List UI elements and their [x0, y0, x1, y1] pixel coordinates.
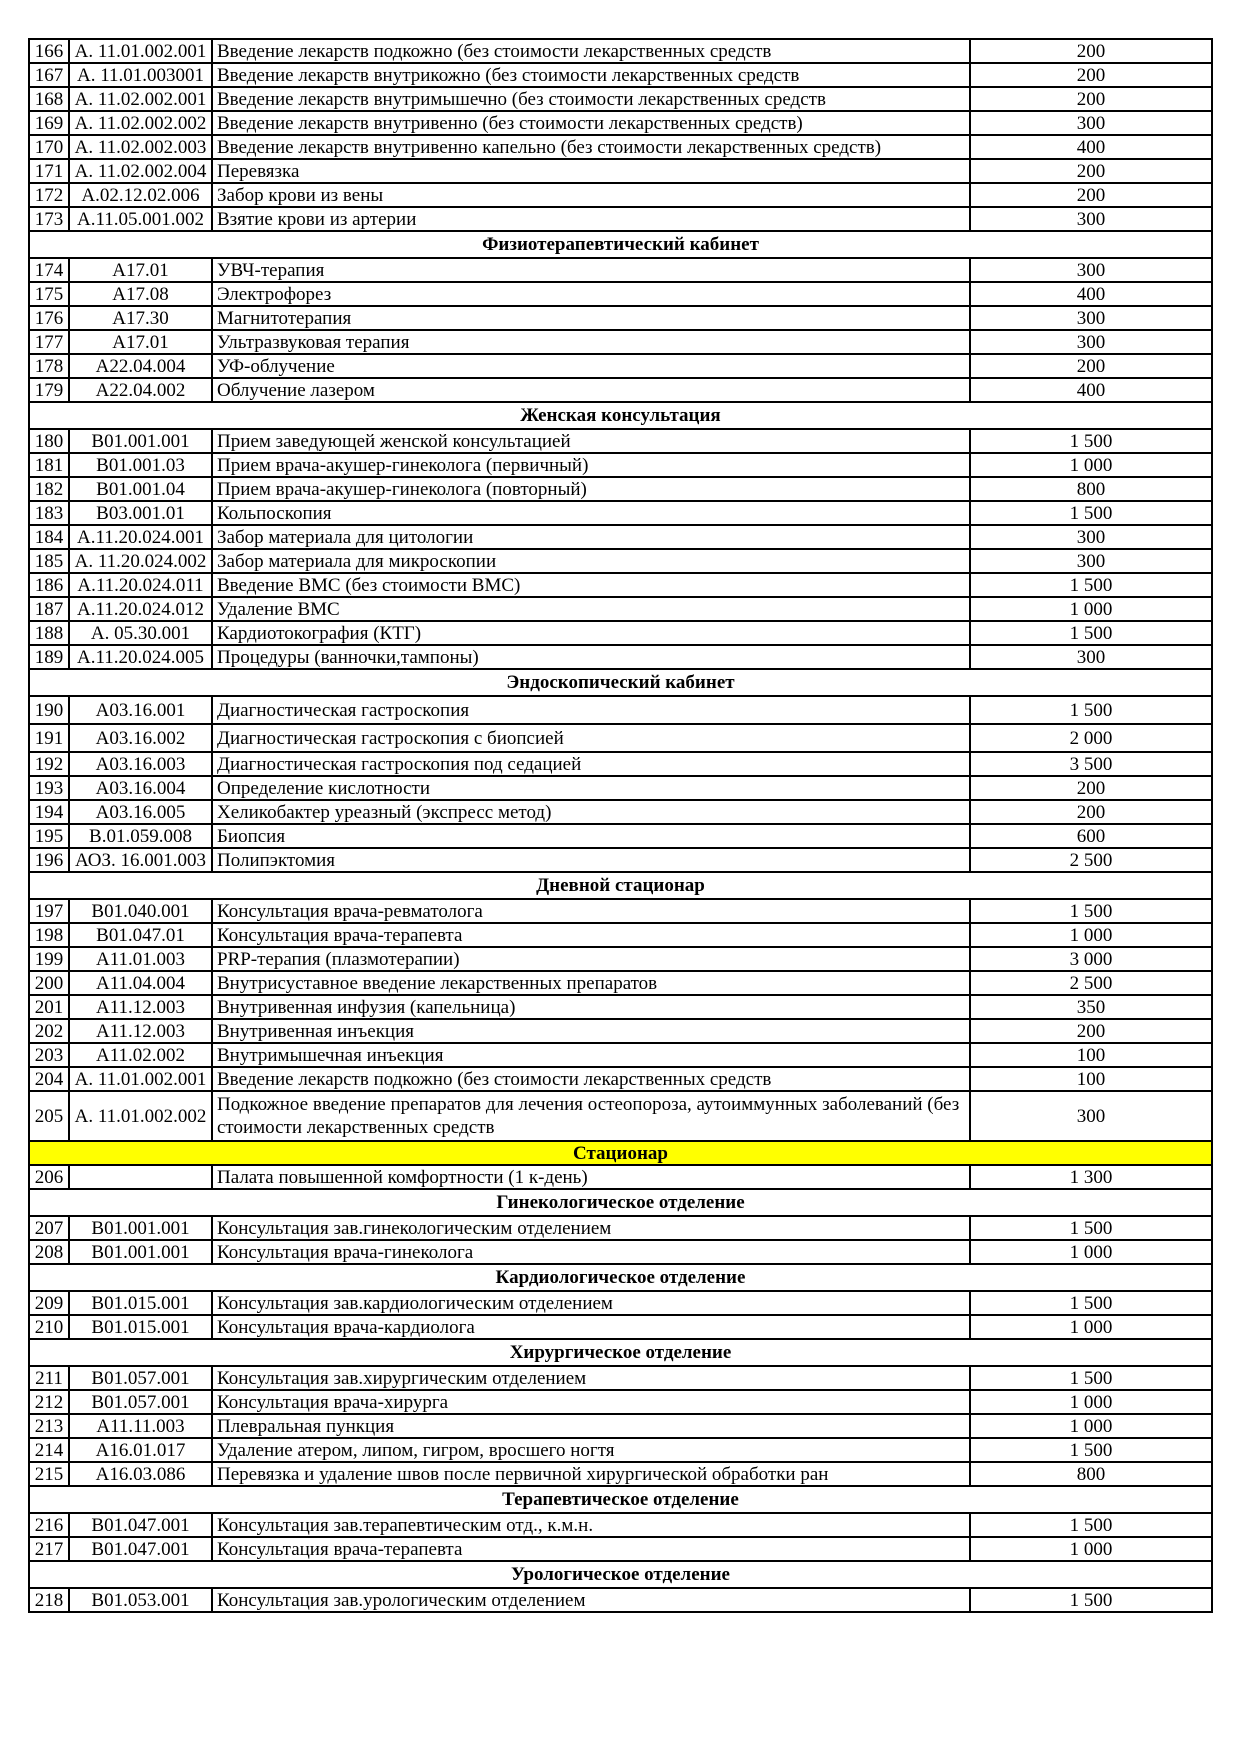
service-name: Консультация врача-гинеколога	[212, 1240, 970, 1264]
service-price: 3 000	[970, 947, 1212, 971]
service-code: А. 11.02.002.001	[69, 87, 212, 111]
service-price: 1 000	[970, 1414, 1212, 1438]
section-header	[29, 1189, 1212, 1216]
service-name: Забор материала для цитологии	[212, 525, 970, 549]
table-row	[29, 501, 1212, 525]
section-title: Стационар	[29, 1141, 1212, 1165]
service-code: А17.01	[69, 258, 212, 282]
table-row	[29, 87, 1212, 111]
table-row	[29, 1513, 1212, 1537]
table-row	[29, 899, 1212, 923]
table-row	[29, 824, 1212, 848]
service-code: А.02.12.02.006	[69, 183, 212, 207]
service-price: 300	[970, 207, 1212, 231]
service-name: PRP-терапия (плазмотерапии)	[212, 947, 970, 971]
service-code: А.11.20.024.012	[69, 597, 212, 621]
row-number: 199	[29, 947, 69, 971]
row-number: 195	[29, 824, 69, 848]
service-code: А. 11.01.002.002	[69, 1091, 212, 1141]
service-code: В01.040.001	[69, 899, 212, 923]
service-price: 1 500	[970, 1588, 1212, 1612]
service-price: 350	[970, 995, 1212, 1019]
row-number: 167	[29, 63, 69, 87]
section-header	[29, 1486, 1212, 1513]
table-row	[29, 111, 1212, 135]
service-code: А22.04.002	[69, 378, 212, 402]
service-code: А. 11.02.002.002	[69, 111, 212, 135]
table-row	[29, 207, 1212, 231]
table-row	[29, 549, 1212, 573]
table-row	[29, 1043, 1212, 1067]
service-code: В01.001.001	[69, 1240, 212, 1264]
service-code: А11.12.003	[69, 1019, 212, 1043]
service-price: 1 000	[970, 1537, 1212, 1561]
service-name: Удаление ВМС	[212, 597, 970, 621]
service-name: Прием врача-акушер-гинеколога (повторный)	[212, 477, 970, 501]
row-number: 208	[29, 1240, 69, 1264]
table-row	[29, 378, 1212, 402]
service-price: 200	[970, 800, 1212, 824]
service-price: 300	[970, 549, 1212, 573]
service-price: 200	[970, 63, 1212, 87]
service-price: 1 500	[970, 621, 1212, 645]
service-code: В01.053.001	[69, 1588, 212, 1612]
section-header	[29, 1561, 1212, 1588]
row-number: 216	[29, 1513, 69, 1537]
service-price: 200	[970, 354, 1212, 378]
service-name: Консультация зав.урологическим отделением	[212, 1588, 970, 1612]
service-name: Взятие крови из артерии	[212, 207, 970, 231]
table-row	[29, 1588, 1212, 1612]
table-row	[29, 848, 1212, 872]
table-row	[29, 1438, 1212, 1462]
table-row	[29, 135, 1212, 159]
section-header	[29, 402, 1212, 429]
service-price: 200	[970, 39, 1212, 63]
service-name: Электрофорез	[212, 282, 970, 306]
section-header	[29, 231, 1212, 258]
service-price: 2 000	[970, 724, 1212, 752]
service-name: Забор крови из вены	[212, 183, 970, 207]
service-code: А03.16.004	[69, 776, 212, 800]
service-name: Консультация врача-терапевта	[212, 923, 970, 947]
service-name: Введение лекарств внутримышечно (без стоимости лекарственных средств	[212, 87, 970, 111]
table-row	[29, 1315, 1212, 1339]
service-name: Диагностическая гастроскопия под седацией	[212, 752, 970, 776]
service-name: Консультация зав.кардиологическим отделением	[212, 1291, 970, 1315]
table-row	[29, 258, 1212, 282]
service-code: А03.16.005	[69, 800, 212, 824]
section-header	[29, 669, 1212, 696]
service-name: Перевязка и удаление швов после первичной хирургической обработки ран	[212, 1462, 970, 1486]
service-code: В01.001.04	[69, 477, 212, 501]
service-code: А17.01	[69, 330, 212, 354]
department-header-highlighted	[29, 1141, 1212, 1165]
table-row	[29, 995, 1212, 1019]
service-code: В01.057.001	[69, 1390, 212, 1414]
service-name: Введение ВМС (без стоимости ВМС)	[212, 573, 970, 597]
service-code	[69, 1165, 212, 1189]
service-name: Внутривенная инъекция	[212, 1019, 970, 1043]
service-code: А17.30	[69, 306, 212, 330]
row-number: 180	[29, 429, 69, 453]
service-name: Прием врача-акушер-гинеколога (первичный)	[212, 453, 970, 477]
table-row	[29, 39, 1212, 63]
table-row	[29, 453, 1212, 477]
service-price: 1 000	[970, 1240, 1212, 1264]
service-price: 200	[970, 87, 1212, 111]
table-row	[29, 282, 1212, 306]
service-name: Введение лекарств внутривенно капельно (без стоимости лекарственных средств)	[212, 135, 970, 159]
row-number: 189	[29, 645, 69, 669]
table-row	[29, 752, 1212, 776]
row-number: 177	[29, 330, 69, 354]
service-code: В.01.059.008	[69, 824, 212, 848]
row-number: 190	[29, 696, 69, 724]
service-name: Биопсия	[212, 824, 970, 848]
table-row	[29, 429, 1212, 453]
row-number: 172	[29, 183, 69, 207]
service-name: Определение кислотности	[212, 776, 970, 800]
table-row	[29, 1165, 1212, 1189]
service-name: Полипэктомия	[212, 848, 970, 872]
service-price: 1 500	[970, 1366, 1212, 1390]
service-code: В01.001.03	[69, 453, 212, 477]
service-name: Консультация зав.терапевтическим отд., к.м.н.	[212, 1513, 970, 1537]
row-number: 196	[29, 848, 69, 872]
section-header	[29, 1264, 1212, 1291]
service-code: А. 11.20.024.002	[69, 549, 212, 573]
table-row	[29, 1462, 1212, 1486]
service-code: А. 11.02.002.003	[69, 135, 212, 159]
row-number: 209	[29, 1291, 69, 1315]
table-row	[29, 971, 1212, 995]
table-row	[29, 1390, 1212, 1414]
service-code: А03.16.002	[69, 724, 212, 752]
service-price: 300	[970, 258, 1212, 282]
service-name: Введение лекарств внутрикожно (без стоимости лекарственных средств	[212, 63, 970, 87]
row-number: 200	[29, 971, 69, 995]
service-name: Диагностическая гастроскопия с биопсией	[212, 724, 970, 752]
table-row	[29, 724, 1212, 752]
row-number: 174	[29, 258, 69, 282]
row-number: 204	[29, 1067, 69, 1091]
row-number: 193	[29, 776, 69, 800]
service-code: А.11.20.024.011	[69, 573, 212, 597]
table-row	[29, 696, 1212, 724]
service-code: В01.001.001	[69, 429, 212, 453]
service-price: 300	[970, 1091, 1212, 1141]
service-price: 300	[970, 111, 1212, 135]
row-number: 210	[29, 1315, 69, 1339]
service-code: А. 05.30.001	[69, 621, 212, 645]
service-price: 300	[970, 330, 1212, 354]
service-price: 1 500	[970, 899, 1212, 923]
table-row	[29, 800, 1212, 824]
service-code: А16.03.086	[69, 1462, 212, 1486]
service-price: 2 500	[970, 848, 1212, 872]
row-number: 203	[29, 1043, 69, 1067]
service-price: 1 500	[970, 1216, 1212, 1240]
service-name: Внутрисуставное введение лекарственных препаратов	[212, 971, 970, 995]
row-number: 191	[29, 724, 69, 752]
service-price: 300	[970, 525, 1212, 549]
row-number: 168	[29, 87, 69, 111]
section-title: Физиотерапевтический кабинет	[29, 231, 1212, 258]
service-code: А11.11.003	[69, 1414, 212, 1438]
service-name: Кардиотокография (КТГ)	[212, 621, 970, 645]
service-name: Консультация врача-кардиолога	[212, 1315, 970, 1339]
row-number: 198	[29, 923, 69, 947]
price-list-body	[29, 39, 1212, 1612]
service-price: 800	[970, 477, 1212, 501]
service-name: Магнитотерапия	[212, 306, 970, 330]
row-number: 197	[29, 899, 69, 923]
service-price: 200	[970, 1019, 1212, 1043]
row-number: 207	[29, 1216, 69, 1240]
service-name: Палата повышенной комфортности (1 к-день)	[212, 1165, 970, 1189]
table-row	[29, 525, 1212, 549]
service-name: Процедуры (ванночки,тампоны)	[212, 645, 970, 669]
service-price: 400	[970, 378, 1212, 402]
service-price: 1 500	[970, 501, 1212, 525]
row-number: 181	[29, 453, 69, 477]
section-title: Хирургическое отделение	[29, 1339, 1212, 1366]
service-price: 1 000	[970, 453, 1212, 477]
section-title: Эндоскопический кабинет	[29, 669, 1212, 696]
row-number: 188	[29, 621, 69, 645]
table-row	[29, 1216, 1212, 1240]
service-price: 1 500	[970, 696, 1212, 724]
section-title: Гинекологическое отделение	[29, 1189, 1212, 1216]
service-price: 1 300	[970, 1165, 1212, 1189]
service-code: А17.08	[69, 282, 212, 306]
price-list-page	[28, 38, 1211, 1613]
table-row	[29, 645, 1212, 669]
table-row	[29, 923, 1212, 947]
service-name: Внутримышечная инъекция	[212, 1043, 970, 1067]
service-price: 3 500	[970, 752, 1212, 776]
table-row	[29, 183, 1212, 207]
row-number: 173	[29, 207, 69, 231]
service-code: А. 11.02.002.004	[69, 159, 212, 183]
section-header	[29, 872, 1212, 899]
row-number: 176	[29, 306, 69, 330]
row-number: 183	[29, 501, 69, 525]
service-name: Забор материала для микроскопии	[212, 549, 970, 573]
row-number: 194	[29, 800, 69, 824]
service-code: А. 11.01.002.001	[69, 1067, 212, 1091]
service-price: 1 000	[970, 597, 1212, 621]
service-name: Облучение лазером	[212, 378, 970, 402]
section-title: Терапевтическое отделение	[29, 1486, 1212, 1513]
service-code: А.11.05.001.002	[69, 207, 212, 231]
price-list-table	[28, 38, 1213, 1613]
service-price: 600	[970, 824, 1212, 848]
row-number: 214	[29, 1438, 69, 1462]
table-row	[29, 1537, 1212, 1561]
service-name: Консультация врача-ревматолога	[212, 899, 970, 923]
service-name: УВЧ-терапия	[212, 258, 970, 282]
table-row	[29, 1091, 1212, 1141]
service-name: Кольпоскопия	[212, 501, 970, 525]
section-title: Дневной стационар	[29, 872, 1212, 899]
service-price: 400	[970, 135, 1212, 159]
table-row	[29, 1019, 1212, 1043]
service-code: А11.01.003	[69, 947, 212, 971]
section-title: Женская консультация	[29, 402, 1212, 429]
service-code: В03.001.01	[69, 501, 212, 525]
service-price: 100	[970, 1067, 1212, 1091]
service-code: В01.047.001	[69, 1513, 212, 1537]
service-name: Консультация врача-терапевта	[212, 1537, 970, 1561]
service-code: А.11.20.024.005	[69, 645, 212, 669]
row-number: 170	[29, 135, 69, 159]
row-number: 186	[29, 573, 69, 597]
service-name: Ультразвуковая терапия	[212, 330, 970, 354]
table-row	[29, 306, 1212, 330]
service-name: Введение лекарств подкожно (без стоимости лекарственных средств	[212, 1067, 970, 1091]
row-number: 205	[29, 1091, 69, 1141]
service-name: Удаление атером, липом, гигром, вросшего ногтя	[212, 1438, 970, 1462]
service-price: 200	[970, 776, 1212, 800]
service-name: Консультация врача-хирурга	[212, 1390, 970, 1414]
section-title: Кардиологическое отделение	[29, 1264, 1212, 1291]
table-row	[29, 1291, 1212, 1315]
row-number: 187	[29, 597, 69, 621]
row-number: 218	[29, 1588, 69, 1612]
service-code: А.11.20.024.001	[69, 525, 212, 549]
table-row	[29, 947, 1212, 971]
service-code: А. 11.01.003001	[69, 63, 212, 87]
table-row	[29, 477, 1212, 501]
service-code: А11.04.004	[69, 971, 212, 995]
row-number: 166	[29, 39, 69, 63]
row-number: 206	[29, 1165, 69, 1189]
service-code: В01.057.001	[69, 1366, 212, 1390]
service-price: 200	[970, 159, 1212, 183]
service-name: Введение лекарств внутривенно (без стоимости лекарственных средств)	[212, 111, 970, 135]
section-header	[29, 1339, 1212, 1366]
row-number: 179	[29, 378, 69, 402]
row-number: 215	[29, 1462, 69, 1486]
service-price: 1 500	[970, 1513, 1212, 1537]
service-code: А11.02.002	[69, 1043, 212, 1067]
service-price: 800	[970, 1462, 1212, 1486]
service-code: А22.04.004	[69, 354, 212, 378]
table-row	[29, 1067, 1212, 1091]
service-code: А. 11.01.002.001	[69, 39, 212, 63]
service-code: В01.047.01	[69, 923, 212, 947]
service-name: Перевязка	[212, 159, 970, 183]
row-number: 185	[29, 549, 69, 573]
row-number: 217	[29, 1537, 69, 1561]
row-number: 213	[29, 1414, 69, 1438]
service-price: 1 000	[970, 1315, 1212, 1339]
service-name: Подкожное введение препаратов для лечения остеопороза, аутоиммунных заболеваний (без стоимости лекарственных средств	[212, 1091, 970, 1141]
service-code: В01.047.001	[69, 1537, 212, 1561]
row-number: 192	[29, 752, 69, 776]
table-row	[29, 1414, 1212, 1438]
service-price: 1 000	[970, 923, 1212, 947]
service-price: 400	[970, 282, 1212, 306]
row-number: 182	[29, 477, 69, 501]
service-code: В01.015.001	[69, 1315, 212, 1339]
row-number: 178	[29, 354, 69, 378]
service-price: 1 500	[970, 1438, 1212, 1462]
service-name: Хеликобактер уреазный (экспресс метод)	[212, 800, 970, 824]
row-number: 175	[29, 282, 69, 306]
table-row	[29, 776, 1212, 800]
table-row	[29, 573, 1212, 597]
service-name: УФ-облучение	[212, 354, 970, 378]
service-name: Введение лекарств подкожно (без стоимости лекарственных средств	[212, 39, 970, 63]
service-price: 100	[970, 1043, 1212, 1067]
service-price: 200	[970, 183, 1212, 207]
service-name: Консультация зав.хирургическим отделением	[212, 1366, 970, 1390]
service-price: 1 500	[970, 1291, 1212, 1315]
row-number: 211	[29, 1366, 69, 1390]
table-row	[29, 1240, 1212, 1264]
row-number: 169	[29, 111, 69, 135]
service-code: А03.16.003	[69, 752, 212, 776]
table-row	[29, 63, 1212, 87]
row-number: 201	[29, 995, 69, 1019]
service-name: Прием заведующей женской консультацией	[212, 429, 970, 453]
table-row	[29, 597, 1212, 621]
table-row	[29, 1366, 1212, 1390]
row-number: 184	[29, 525, 69, 549]
service-code: А11.12.003	[69, 995, 212, 1019]
row-number: 171	[29, 159, 69, 183]
service-price: 2 500	[970, 971, 1212, 995]
row-number: 202	[29, 1019, 69, 1043]
service-code: В01.001.001	[69, 1216, 212, 1240]
table-row	[29, 354, 1212, 378]
service-name: Консультация зав.гинекологическим отделением	[212, 1216, 970, 1240]
service-name: Плевральная пункция	[212, 1414, 970, 1438]
table-row	[29, 621, 1212, 645]
service-code: АОЗ. 16.001.003	[69, 848, 212, 872]
service-code: А03.16.001	[69, 696, 212, 724]
table-row	[29, 330, 1212, 354]
service-price: 300	[970, 306, 1212, 330]
table-row	[29, 159, 1212, 183]
service-price: 1 500	[970, 429, 1212, 453]
section-title: Урологическое отделение	[29, 1561, 1212, 1588]
service-code: В01.015.001	[69, 1291, 212, 1315]
service-code: А16.01.017	[69, 1438, 212, 1462]
service-price: 300	[970, 645, 1212, 669]
service-name: Диагностическая гастроскопия	[212, 696, 970, 724]
service-price: 1 500	[970, 573, 1212, 597]
service-name: Внутривенная инфузия (капельница)	[212, 995, 970, 1019]
service-price: 1 000	[970, 1390, 1212, 1414]
row-number: 212	[29, 1390, 69, 1414]
